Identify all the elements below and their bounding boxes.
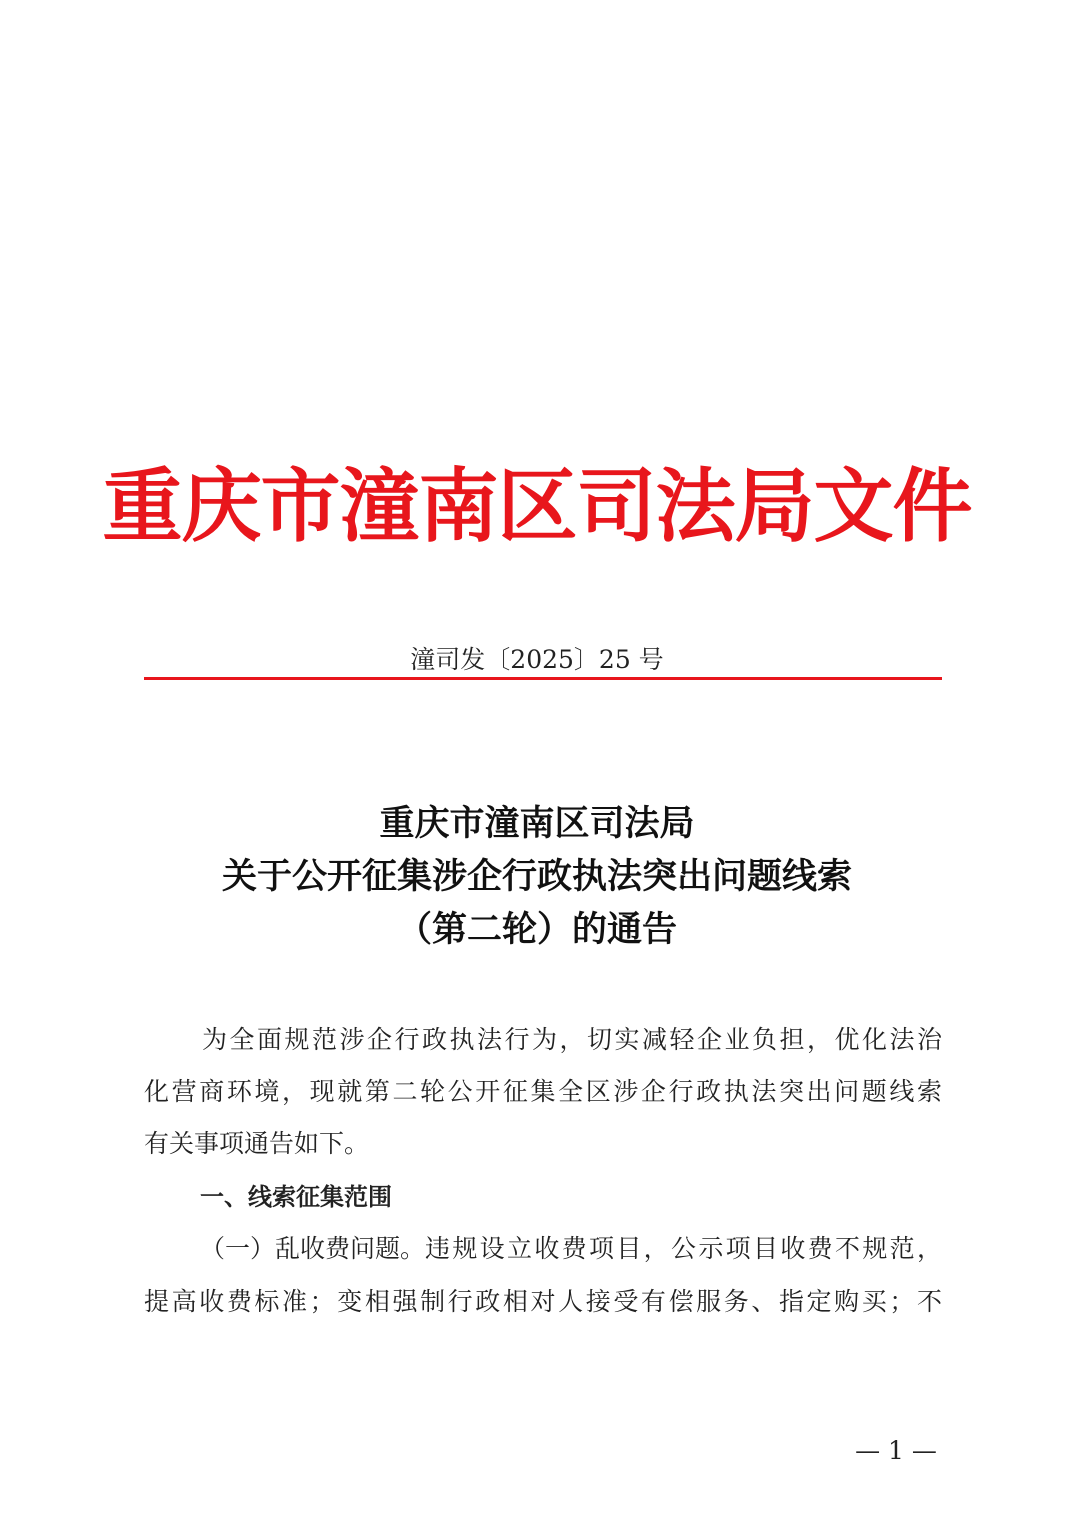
item-1-line-2: 提高收费标准；变相强制行政相对人接受有偿服务、指定购买；不	[144, 1287, 942, 1316]
intro-paragraph-line-3: 有关事项通告如下。	[144, 1129, 370, 1158]
document-number: 潼司发〔2025〕25 号	[410, 645, 664, 674]
page-number: — 1 —	[855, 1436, 937, 1465]
intro-paragraph-line-2: 化营商环境，现就第二轮公开征集全区涉企行政执法突出问题线索	[144, 1077, 942, 1106]
item-1-line-1-rest: 违规设立收费项目，公示项目收费不规范，	[425, 1234, 942, 1263]
notice-title-line-3: （第二轮）的通告	[396, 909, 677, 950]
notice-body	[144, 0, 942, 1400]
intro-paragraph-line-1: 为全面规范涉企行政执法行为，切实减轻企业负担，优化法治	[202, 1025, 942, 1054]
notice-title-line-1: 重庆市潼南区司法局	[379, 803, 695, 844]
document-header-title: 重庆市潼南区司法局文件	[102, 460, 972, 553]
section-heading-scope: 一、线索征集范围	[200, 1183, 392, 1211]
item-1-lead: （一）乱收费问题。	[200, 1234, 426, 1263]
notice-title-line-2: 关于公开征集涉企行政执法突出问题线索	[221, 856, 852, 897]
item-1-line-1	[200, 1231, 942, 1267]
